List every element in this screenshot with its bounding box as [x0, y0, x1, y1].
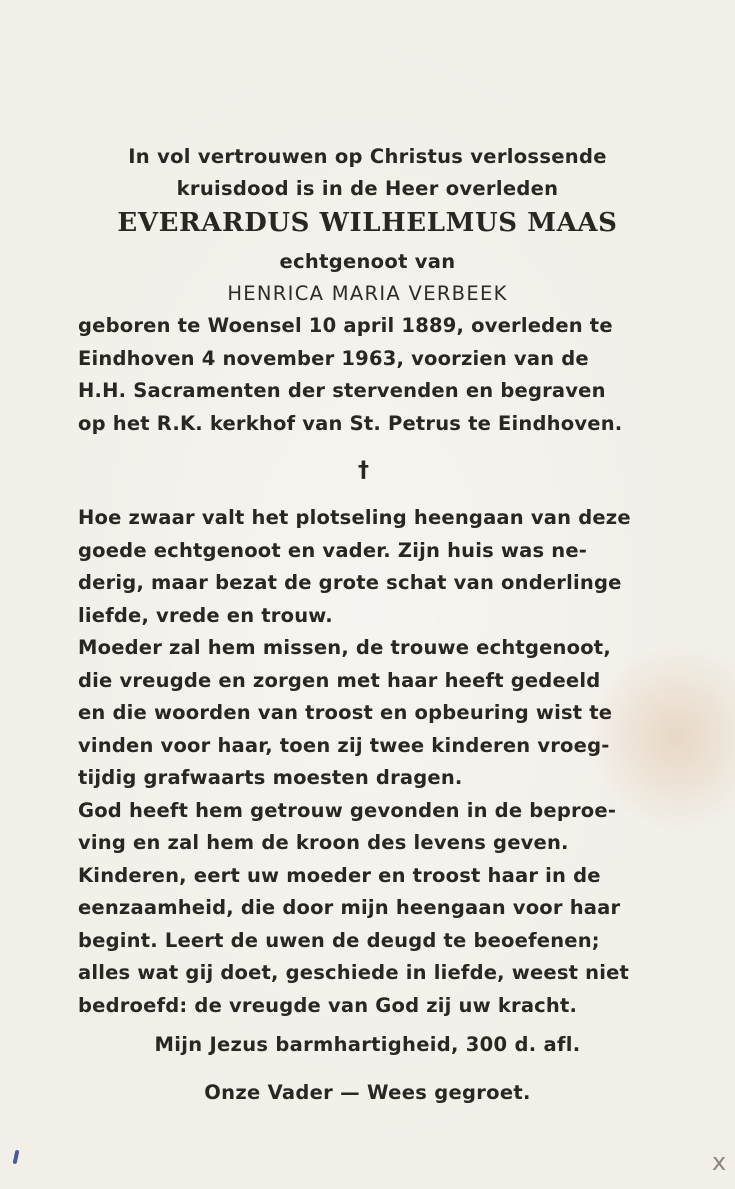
memorial-line: alles wat gij doet, geschiede in liefde, weest niet: [78, 961, 630, 984]
memorial-line: Moeder zal hem missen, de trouwe echtgenoot,: [78, 636, 611, 659]
memorial-line: God heeft hem getrouw gevonden in de beproe-: [78, 798, 617, 822]
birth-line: Eindhoven 4 november 1963, voorzien van de: [78, 346, 589, 370]
memorial-line: en die woorden van troost en opbeuring wist te: [78, 701, 613, 724]
memorial-line: vinden voor haar, toen zij twee kinderen vroeg-: [78, 733, 610, 757]
spouse-name: HENRICA MARIA VERBEEK: [227, 282, 508, 305]
spouse-label: echtgenoot van: [279, 250, 456, 273]
memorial-line: begint. Leert de uwen de deugd te beoefenen;: [78, 928, 600, 952]
memorial-line: bedroefd: de vreugde van God zij uw kracht.: [78, 993, 578, 1017]
ink-mark: [13, 1150, 20, 1165]
intro-line-1: In vol vertrouwen op Christus verlossende: [128, 145, 607, 168]
prayer-indulgence: Mijn Jezus barmhartigheid, 300 d. afl.: [154, 1033, 581, 1056]
birth-line: H.H. Sacramenten der stervenden en begraven: [78, 379, 606, 402]
deceased-name: EVERARDUS WILHELMUS MAAS: [117, 208, 618, 238]
intro-line-2: kruisdood is in de Heer overleden: [176, 177, 559, 200]
memorial-line: die vreugde en zorgen met haar heeft gedeeld: [78, 668, 601, 692]
birth-line: geboren te Woensel 10 april 1889, overleden te: [78, 314, 613, 337]
prayer-closing: Onze Vader — Wees gegroet.: [204, 1081, 531, 1104]
memorial-line: goede echtgenoot en vader. Zijn huis was ne-: [78, 538, 588, 562]
memorial-line: derig, maar bezat de grote schat van onderlinge: [78, 571, 622, 594]
pencil-mark: ⅹ: [712, 1148, 727, 1176]
cross-symbol: †: [358, 458, 369, 483]
birth-death-details: [78, 310, 655, 440]
memorial-line: ving en zal hem de kroon des levens geven.: [78, 831, 569, 854]
memorial-line: Hoe zwaar valt het plotseling heengaan van deze: [78, 506, 631, 529]
memorial-text: [78, 502, 655, 1022]
memorial-line: Kinderen, eert uw moeder en troost haar in de: [78, 863, 601, 887]
birth-line: op het R.K. kerkhof van St. Petrus te Eindhoven.: [78, 411, 623, 435]
memorial-line: tijdig grafwaarts moesten dragen.: [78, 766, 463, 789]
memorial-line: eenzaamheid, die door mijn heengaan voor haar: [78, 896, 621, 919]
memorial-line: liefde, vrede en trouw.: [78, 603, 333, 627]
